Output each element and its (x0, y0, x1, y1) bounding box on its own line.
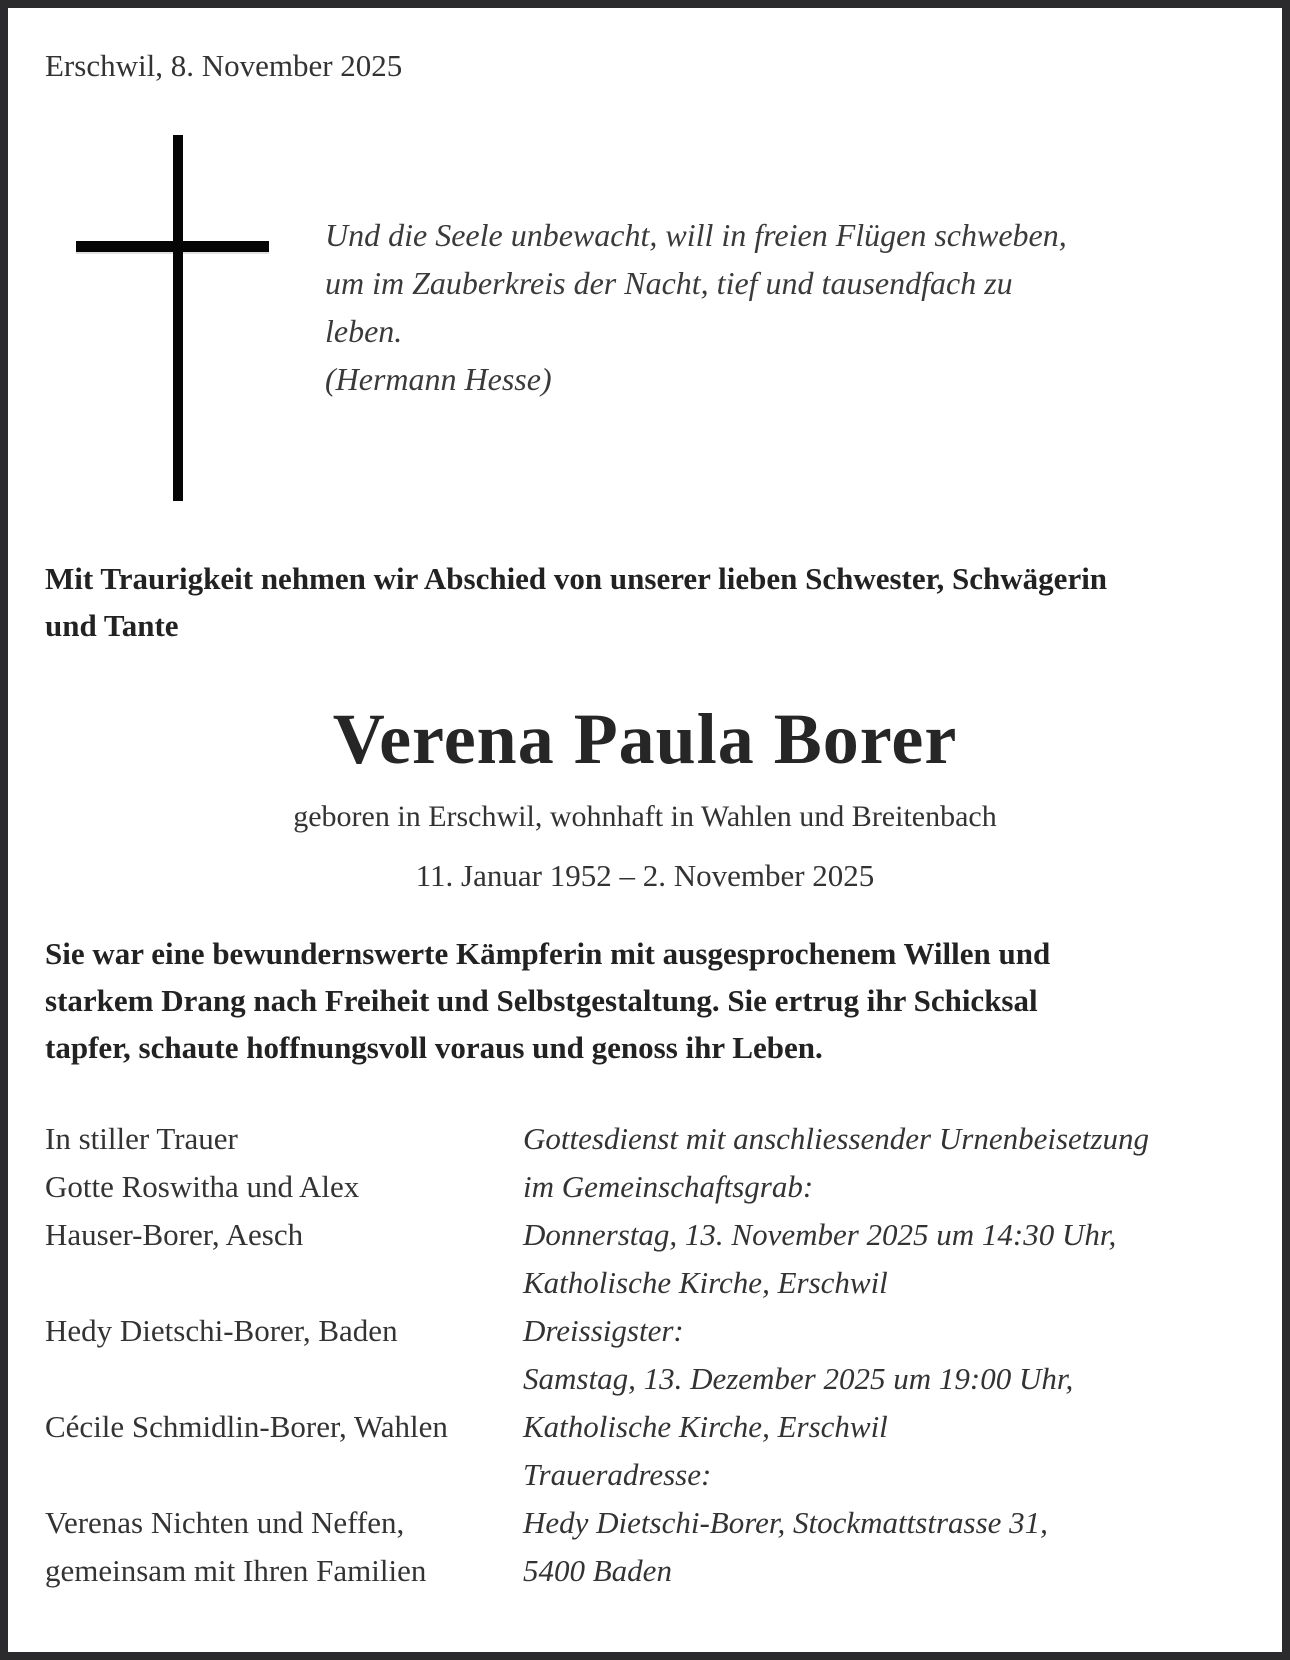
quote-attribution: (Hermann Hesse) (325, 361, 552, 397)
mourner-line: Hedy Dietschi-Borer, Baden (45, 1313, 398, 1348)
service-details-column (523, 1115, 1250, 1595)
quote-line: leben. (325, 313, 403, 349)
mourner-line: Verenas Nichten und Neffen, (45, 1505, 405, 1540)
mourner-line: Hauser-Borer, Aesch (45, 1217, 304, 1252)
mourner-line (45, 1259, 523, 1307)
dateline: Erschwil, 8. November 2025 (45, 48, 403, 83)
service-line: Katholische Kirche, Erschwil (523, 1265, 888, 1300)
mourner-line: gemeinsam mit Ihren Familien (45, 1553, 427, 1588)
tribute-line: Sie war eine bewundernswerte Kämpferin mit ausgesprochenem Willen und (45, 936, 1051, 971)
quote-line: Und die Seele unbewacht, will in freien Flügen schweben, (325, 217, 1067, 253)
service-line: Donnerstag, 13. November 2025 um 14:30 Uhr, (523, 1217, 1117, 1252)
notice-content (8, 8, 1282, 1652)
service-line: Gottesdienst mit anschliessender Urnenbeisetzung (523, 1121, 1149, 1156)
service-line: Dreissigster: (523, 1313, 684, 1348)
service-line: Samstag, 13. Dezember 2025 um 19:00 Uhr, (523, 1361, 1074, 1396)
service-line: Katholische Kirche, Erschwil (523, 1409, 888, 1444)
cross-vertical-bar (173, 135, 183, 501)
tribute-line: starkem Drang nach Freiheit und Selbstgestaltung. Sie ertrug ihr Schicksal (45, 983, 1038, 1018)
tribute-paragraph (45, 930, 1255, 1071)
service-line: 5400 Baden (523, 1553, 672, 1588)
intro-line: und Tante (45, 608, 179, 643)
mourner-line (45, 1355, 523, 1403)
mourner-line: Gotte Roswitha und Alex (45, 1169, 360, 1204)
service-line: im Gemeinschaftsgrab: (523, 1169, 814, 1204)
service-line: Hedy Dietschi-Borer, Stockmattstrasse 31, (523, 1505, 1048, 1540)
deceased-origin: geboren in Erschwil, wohnhaft in Wahlen und Breitenbach (293, 800, 997, 833)
cross-horizontal-bar (76, 241, 269, 252)
deceased-dates: 11. Januar 1952 – 2. November 2025 (415, 858, 875, 893)
deceased-name: Verena Paula Borer (332, 699, 958, 779)
mourner-line: In stiller Trauer (45, 1121, 238, 1156)
mourner-line (45, 1451, 523, 1499)
tribute-line: tapfer, schaute hoffnungsvoll voraus und genoss ihr Leben. (45, 1030, 823, 1065)
bottom-columns (45, 1115, 1250, 1595)
intro-line: Mit Traurigkeit nehmen wir Abschied von unserer lieben Schwester, Schwägerin (45, 561, 1108, 596)
service-line: Traueradresse: (523, 1457, 712, 1492)
mourner-line: Cécile Schmidlin-Borer, Wahlen (45, 1409, 448, 1444)
memorial-quote (325, 211, 1225, 403)
quote-line: um im Zauberkreis der Nacht, tief und tausendfach zu (325, 265, 1013, 301)
mourners-column (45, 1115, 523, 1595)
intro-paragraph (45, 555, 1255, 649)
